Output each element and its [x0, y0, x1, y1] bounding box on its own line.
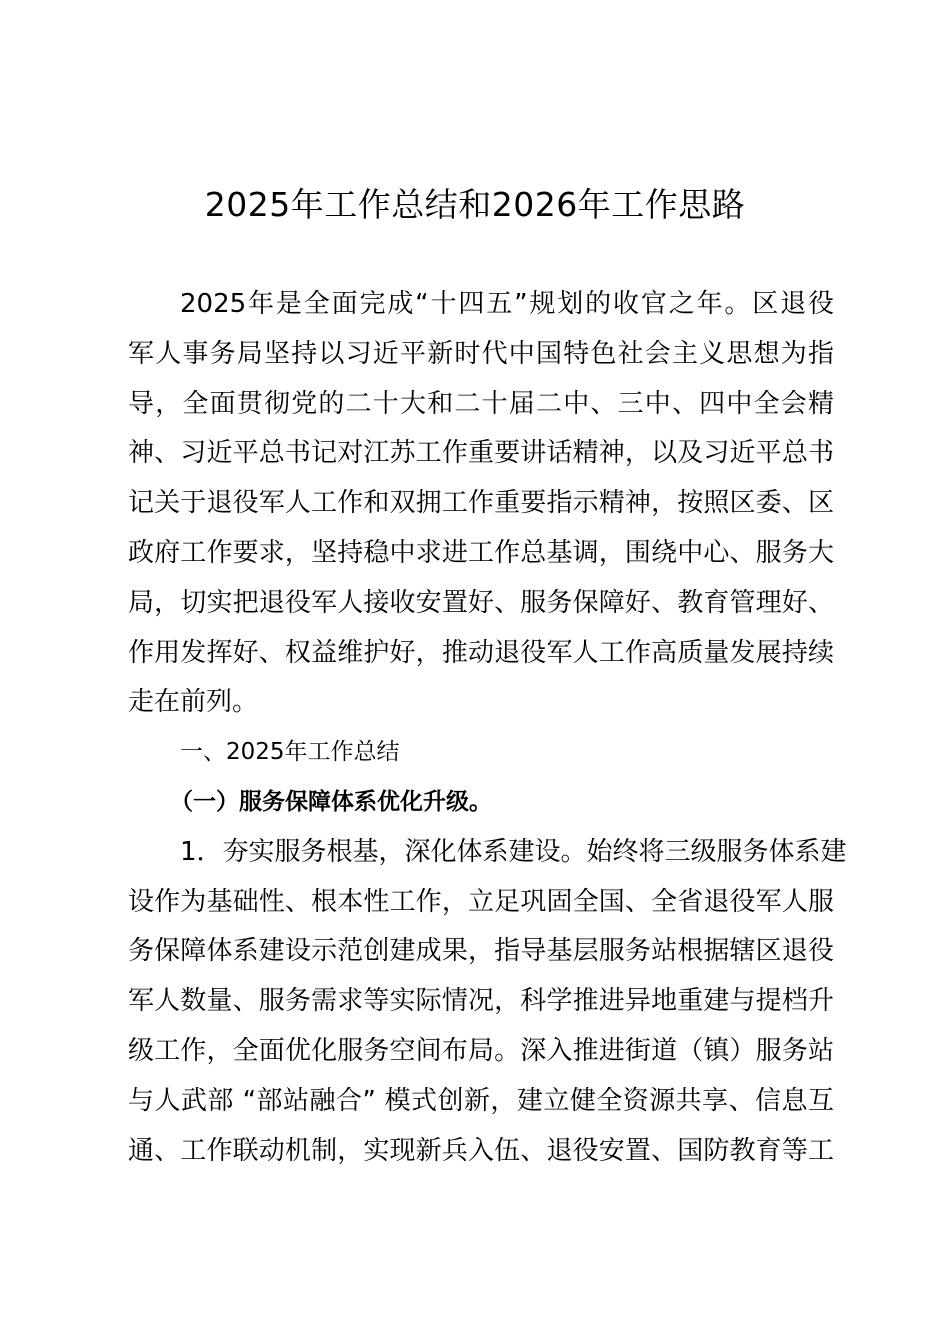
paragraph-line: 1．夯实服务根基，深化体系建设。始终将三级服务体系建 — [180, 836, 847, 867]
paragraph-line: 设作为基础性、根本性工作，立足巩固全国、全省退役军人服 — [128, 886, 834, 917]
paragraph-line: 通、工作联动机制，实现新兵入伍、退役安置、国防教育等工 — [128, 1135, 834, 1166]
paragraph-line: 导，全面贯彻党的二十大和二十届二中、三中、四中全会精 — [128, 388, 834, 419]
paragraph-line: 局，切实把退役军人接收安置好、服务保障好、教育管理好、 — [128, 587, 834, 618]
paragraph-line: 政府工作要求，坚持稳中求进工作总基调，围绕中心、服务大 — [128, 537, 834, 568]
subsection-heading: （一）服务保障体系优化升级。 — [170, 788, 492, 815]
paragraph-line: 军人事务局坚持以习近平新时代中国特色社会主义思想为指 — [128, 338, 834, 369]
paragraph-line: 作用发挥好、权益维护好，推动退役军人工作高质量发展持续 — [128, 637, 834, 668]
intro-paragraph — [128, 280, 834, 728]
paragraph-line: 2025年是全面完成“十四五”规划的收官之年。区退役 — [180, 289, 834, 319]
paragraph-line: 记关于退役军人工作和双拥工作重要指示精神，按照区委、区 — [128, 488, 834, 519]
section-heading: 一、2025年工作总结 — [180, 739, 400, 766]
paragraph-line: 务保障体系建设示范创建成果，指导基层服务站根据辖区退役 — [128, 936, 834, 967]
document-body — [128, 280, 847, 1176]
paragraph-line: 与人武部 “部站融合” 模式创新，建立健全资源共享、信息互 — [128, 1085, 834, 1116]
paragraph-line: 军人数量、服务需求等实际情况，科学推进异地重建与提档升 — [128, 986, 834, 1017]
paragraph-line: 神、习近平总书记对江苏工作重要讲话精神，以及习近平总书 — [128, 438, 834, 469]
document-title: 2025年工作总结和2026年工作思路 — [204, 185, 746, 224]
paragraph-line: 级工作，全面优化服务空间布局。深入推进街道（镇）服务站 — [128, 1035, 834, 1066]
item-paragraph — [128, 828, 847, 1177]
paragraph-line: 走在前列。 — [128, 687, 259, 718]
